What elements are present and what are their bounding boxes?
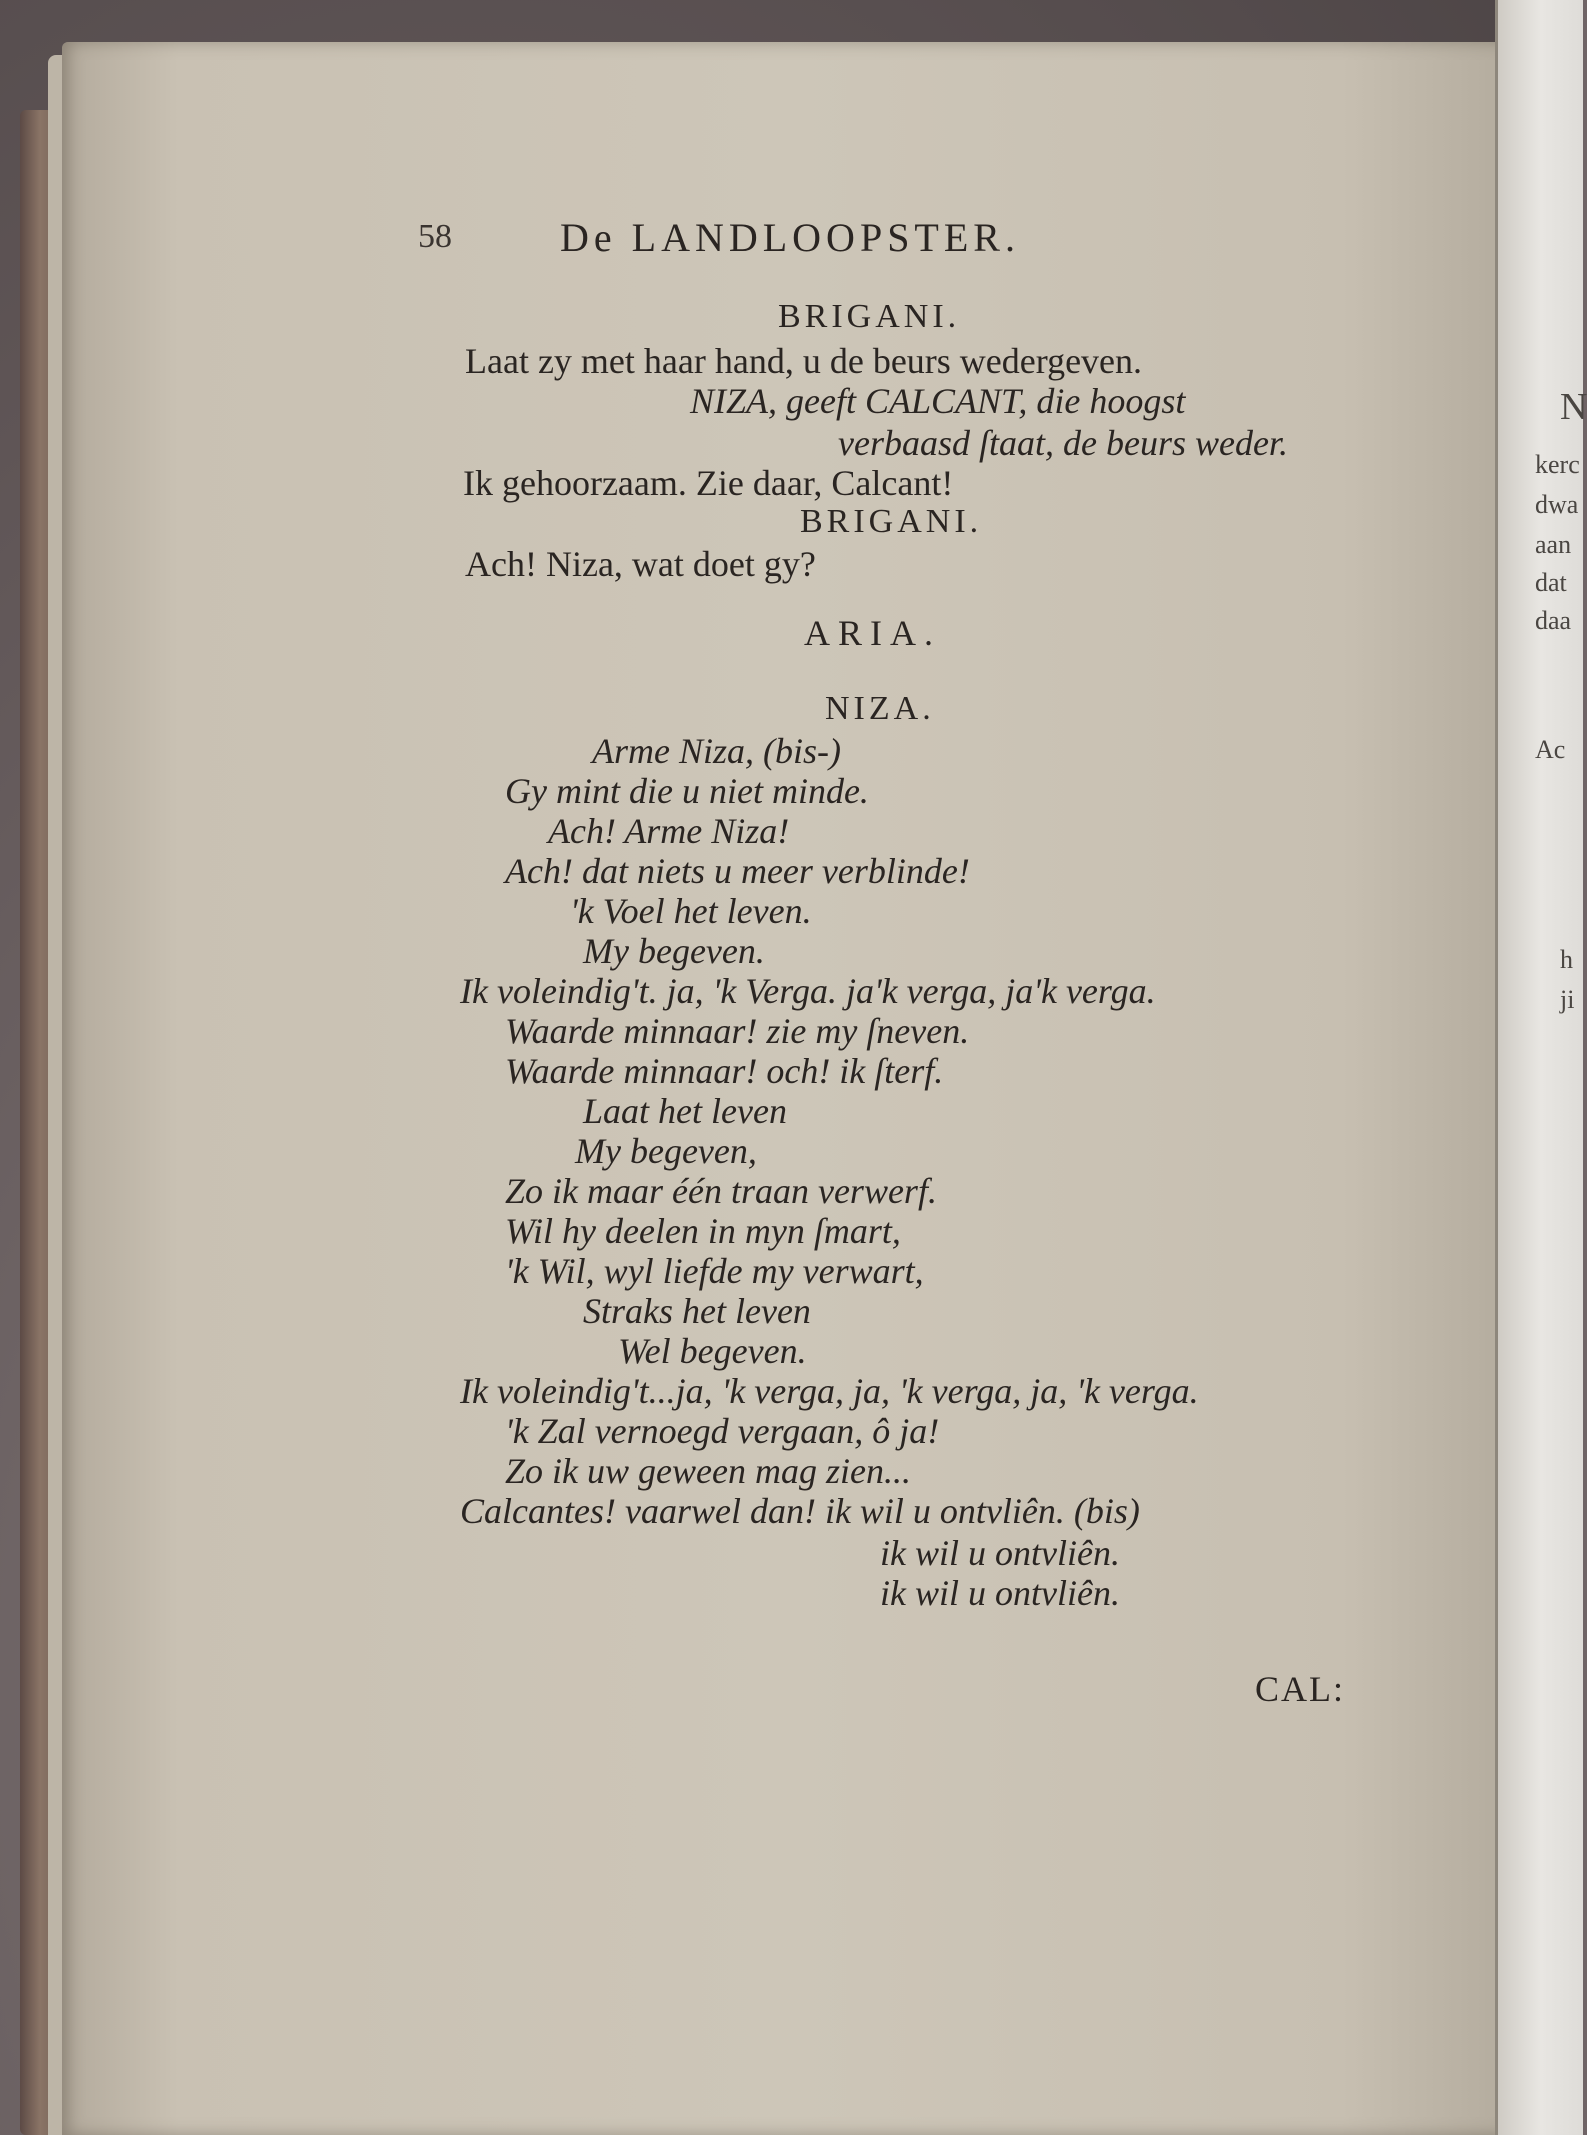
aria-speaker: NIZA. <box>825 690 935 727</box>
page-number: 58 <box>418 218 452 255</box>
facing-page-fragment: N <box>1560 386 1587 428</box>
facing-page-fragment: dwa <box>1535 490 1579 519</box>
facing-page <box>1495 0 1583 2135</box>
aria-line: Ach! Arme Niza! <box>548 811 790 851</box>
dialogue-line: Ik gehoorzaam. Zie daar, Calcant! <box>463 463 954 503</box>
speaker-name: BRIGANI. <box>800 503 983 540</box>
aria-line: Ach! dat niets u meer verblinde! <box>505 851 970 891</box>
facing-page-fragment: h <box>1560 945 1573 974</box>
aria-line: Waarde minnaar! zie my ſneven. <box>505 1011 970 1051</box>
running-title: De LANDLOOPSTER. <box>560 215 1020 260</box>
aria-line: Ik voleindig't...ja, 'k verga, ja, 'k verga, ja, 'k verga. <box>460 1371 1199 1411</box>
aria-line: 'k Voel het leven. <box>570 891 812 931</box>
aria-line: Zo ik maar één traan verwerf. <box>505 1171 937 1211</box>
facing-page-fragment: aan <box>1535 530 1572 559</box>
aria-line: Zo ik uw geween mag zien... <box>505 1451 911 1491</box>
aria-line: Wil hy deelen in myn ſmart, <box>505 1211 901 1251</box>
facing-page-fragment: dat <box>1535 568 1567 597</box>
catchword: CAL: <box>1255 1669 1346 1709</box>
aria-line: 'k Wil, wyl liefde my verwart, <box>505 1251 924 1291</box>
aria-line: Laat het leven <box>583 1091 787 1131</box>
aria-line: Ik voleindig't. ja, 'k Verga. ja'k verga, ja'k verga. <box>460 971 1156 1011</box>
aria-line: My begeven. <box>583 931 765 971</box>
aria-line: Gy mint die u niet minde. <box>505 771 869 811</box>
facing-page-fragment: ji <box>1560 985 1575 1014</box>
facing-page-fragment: daa <box>1535 606 1572 635</box>
facing-page-fragment: Ac <box>1535 735 1566 764</box>
aria-line: My begeven, <box>575 1131 757 1171</box>
aria-line: Calcantes! vaarwel dan! ik wil u ontvliên. (bis) <box>460 1491 1140 1531</box>
aria-line: ik wil u ontvliên. <box>880 1533 1120 1573</box>
aria-title: ARIA. <box>804 613 941 653</box>
aria-line: Waarde minnaar! och! ik ſterf. <box>505 1051 944 1091</box>
facing-page-fragment: kerc <box>1535 450 1580 479</box>
aria-line: ik wil u ontvliên. <box>880 1573 1120 1613</box>
stage-direction: NIZA, geeft CALCANT, die hoogst <box>690 381 1186 421</box>
aria-line: Wel begeven. <box>618 1331 807 1371</box>
stage-direction: verbaasd ſtaat, de beurs weder. <box>838 423 1288 463</box>
speaker-name: BRIGANI. <box>778 298 961 335</box>
aria-line: 'k Zal vernoegd vergaan, ô ja! <box>505 1411 940 1451</box>
aria-line: Straks het leven <box>583 1291 811 1331</box>
aria-line: Arme Niza, (bis-) <box>592 731 841 771</box>
dialogue-line: Laat zy met haar hand, u de beurs wedergeven. <box>465 341 1143 381</box>
dialogue-line: Ach! Niza, wat doet gy? <box>465 544 816 584</box>
